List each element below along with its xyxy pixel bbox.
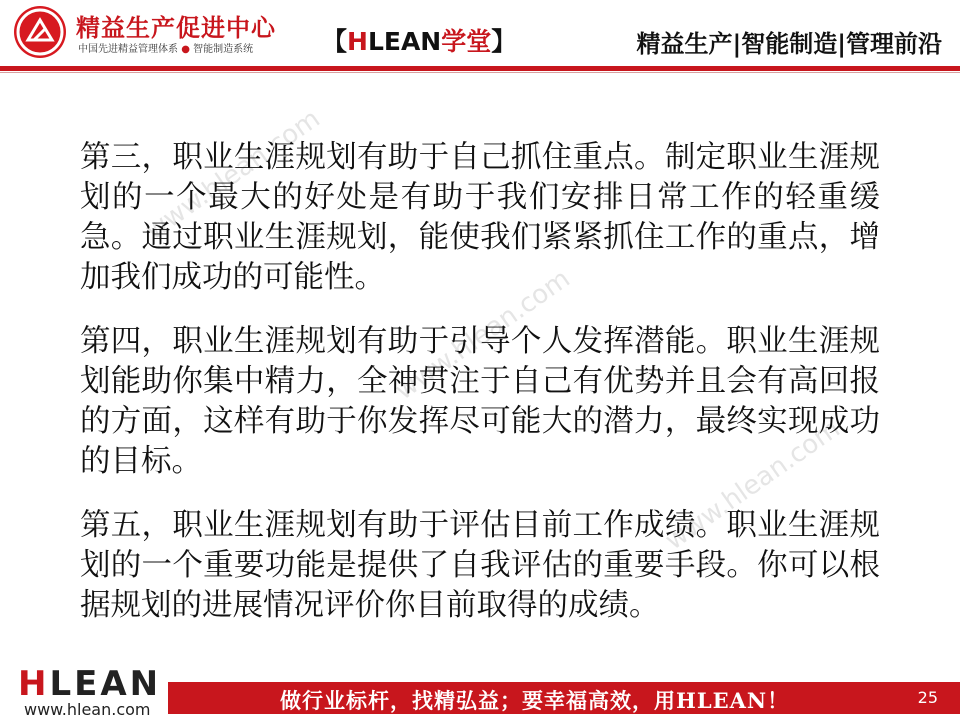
brand-title: 精益生产促进中心 [76, 14, 276, 42]
dot-separator-icon: ● [181, 44, 190, 55]
hlean-xuetang: 学堂 [441, 27, 492, 56]
brand-subtitle-part1: 中国先进精益管理体系 [78, 44, 178, 55]
paragraph-third: 第三，职业生涯规划有助于自己抓住重点。制定职业生涯规划的一个最大的好处是有助于我们安排日常工作的轻重缓急。通过职业生涯规划，能使我们紧紧抓住工作的重点，增加我们成功的可能性。 [80, 140, 880, 295]
footer-logo [18, 664, 161, 704]
paragraph-fourth: 第四，职业生涯规划有助于引导个人发挥潜能。职业生涯规划能助你集中精力，全神贯注于自己有优势并且会有高回报的方面，这样有助于你发挥尽可能大的潜力，最终实现成功的目标。 [80, 324, 880, 479]
bracket-open: 【 [322, 27, 348, 56]
header-divider [0, 66, 960, 71]
watermark: www.hlean.com [659, 413, 846, 557]
footer-logo-rest: LEAN [49, 664, 162, 704]
hlean-h: H [347, 27, 368, 56]
footer-logo-h: H [18, 664, 50, 704]
brand-logo-icon [14, 6, 66, 58]
footer-slogan: 做行业标杆，找精弘益；要幸福高效，用HLEAN！ [280, 688, 790, 713]
header-tagline: 精益生产|智能制造|管理前沿 [636, 30, 942, 58]
brand-subtitle [78, 40, 253, 55]
page-number: 25 [917, 688, 938, 707]
header [0, 0, 960, 72]
brand-subtitle-part2: 智能制造系统 [193, 44, 254, 55]
footer-url: www.hlean.com [24, 700, 151, 719]
main-content [80, 138, 880, 650]
watermark: www.hlean.com [389, 263, 576, 407]
hlean-lean: LEAN [367, 27, 442, 56]
bracket-close: 】 [491, 27, 517, 56]
header-divider-thin [0, 72, 960, 73]
paragraph-fifth: 第五，职业生涯规划有助于评估目前工作成绩。职业生涯规划的一个重要功能是提供了自我评估的重要手段。你可以根据规划的进展情况评价你目前取得的成绩。 [80, 508, 880, 623]
watermark: www.hlean.com [139, 103, 326, 247]
hlean-xuetang-title [322, 22, 516, 58]
